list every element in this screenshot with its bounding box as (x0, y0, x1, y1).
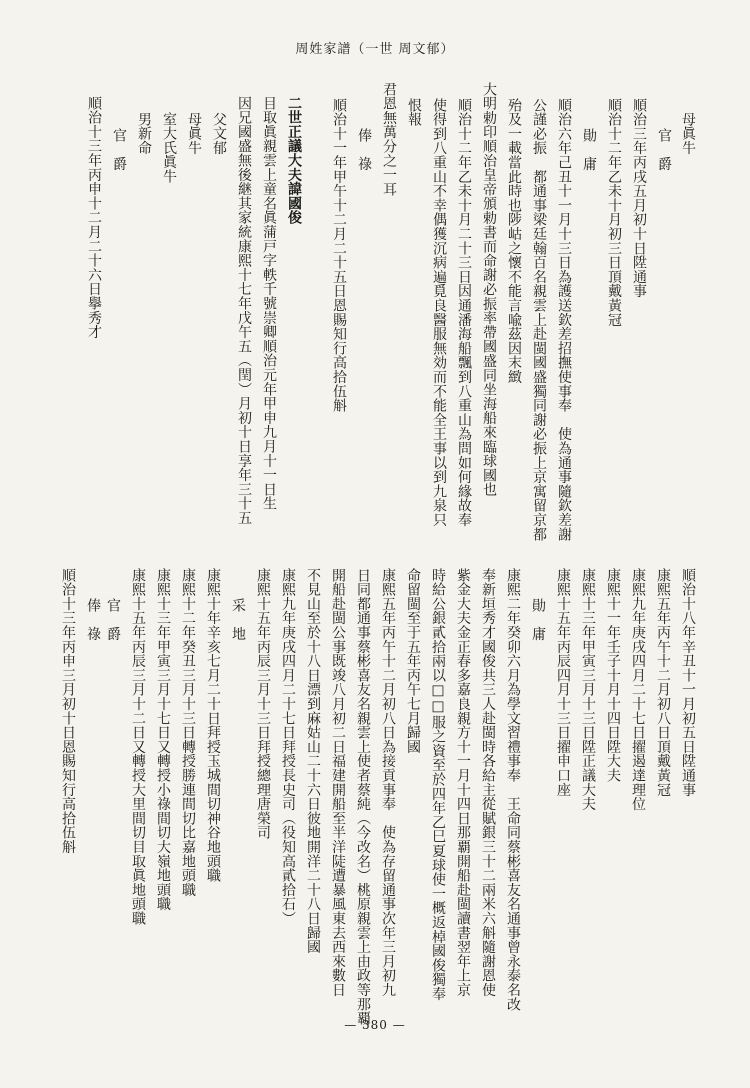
section-heading: 俸 祿 (356, 128, 372, 171)
text-column: 命留閩至于五年丙午七月歸國 (405, 568, 421, 754)
text-column: 順治十三年丙申三月初十日恩賜知行高拾伍斛 (60, 568, 76, 854)
text-column: 康熙十二年癸丑三月十三日轉授勝連間切比嘉地頭職 (180, 568, 196, 897)
text-column: 康熙十三年甲寅三月十三日陞正議大夫 (580, 568, 596, 812)
text-column: 康熙五年丙午十二月初八日頂戴黃冠 (655, 568, 671, 797)
text-column: 順治十一年甲午十二月二十五日恩賜知行高拾伍斛 (331, 98, 347, 413)
text-column: 目取眞親雲上童名眞蒲戸字軼千號崇卿順治元年甲申九月十一日生 (261, 96, 277, 511)
generation-heading: 二世正議大夫諱國俊 (286, 96, 302, 225)
text-column: 母眞牛 (186, 112, 202, 155)
text-column: 恨報 (406, 98, 422, 127)
section-heading: 官 爵 (111, 128, 127, 171)
text-column: 康熙二年癸卯六月為學文習禮事奉 王命同蔡彬喜友名通事曾永泰名改 (505, 568, 521, 1012)
text-column: 日同都通事蔡彬喜友名親雲上使者蔡純（今改名）桃原親雲上由政等那覇 (355, 568, 371, 1026)
text-column: 時給公銀貳拾兩以□□服之資至於四年乙巳夏球使一概返棹國俊獨奉 (430, 568, 446, 1001)
text-column: 公謹必振 都通事梁廷翰百名親雲上赴閩國盛獨同謝必振上京寓留京都 (531, 98, 547, 542)
section-heading: 勛 庸 (530, 598, 546, 641)
text-column: 康熙十五年丙辰三月十二日又轉授大里間切目取眞地頭職 (130, 568, 146, 926)
text-column: 順治十八年辛丑十一月初五日陞通事 (680, 568, 696, 797)
text-column: 不見山至於十八日漂到麻姑山二十六日彼地開洋二十八日歸國 (305, 568, 321, 955)
text-column: 使得到八重山不幸偶獲沉病遍覓良醫服無効而不能全王事以到九泉只 (431, 98, 447, 527)
section-heading: 勛 庸 (581, 128, 597, 171)
page-number: — 380 — (344, 1018, 406, 1032)
text-column: 康熙五年丙午十二月初八日為接貢事奉 使為存留通事次年三月初九 (380, 568, 396, 997)
text-column: 因兄國盛無後継其家統康熙十七年戊午五（閏）月初十日享年三十五 (236, 96, 252, 525)
section-heading: 官 爵 (105, 598, 121, 641)
text-column: 室大氏眞牛 (161, 112, 177, 184)
page-header: 周姓家譜（一世 周文郁） (295, 42, 455, 57)
text-column: 殆及一載當此時也陟岵之懷不能言喩茲因末緻 (506, 98, 522, 384)
text-column: 奉新垣秀才國俊共三人赴閩時各給主從賦銀三十二兩米六斛隨謝恩使 (480, 568, 496, 997)
text-column: 順治十二年乙未十月二十三日因通潘海船飄到八重山為問如何緣故奉 (456, 98, 472, 527)
section-heading: 采 地 (230, 598, 246, 641)
text-column: 男新命 (136, 112, 152, 155)
text-column: 順治三年丙戌五月初十日陞通事 (631, 98, 647, 299)
text-column: 康熙九年庚戌四月二十七日拜授長史司（役知高貳拾石） (280, 568, 296, 926)
text-column: 順治十二年乙未十月初三日頂戴黃冠 (606, 98, 622, 327)
text-column: 順治十三年丙申十二月二十六日擧秀才 (86, 96, 102, 340)
text-column: 大明勅印順治皇帝頒勅書而命謝必振率帶國盛同坐海船來臨球國也 (481, 82, 497, 497)
text-column: 康熙十年辛亥七月二十日拜授玉城間切神谷地頭職 (205, 568, 221, 883)
text-column: 康熙十三年甲寅三月十七日又轉授小祿間切大嶺地頭職 (155, 568, 171, 912)
text-column: 康熙十五年丙辰四月十三日擢申口座 (555, 568, 571, 797)
text-column: 康熙九年庚戌四月二十七日擢遏達理位 (630, 568, 646, 812)
text-column: 康熙十五年丙辰三月十三日拜授總理唐榮司 (255, 568, 271, 840)
section-heading: 俸 祿 (85, 598, 101, 641)
text-column: 母眞牛 (680, 112, 696, 155)
text-column: 父文郁 (211, 112, 227, 155)
text-column: 康熙十一年壬子十月十四日陞大夫 (605, 568, 621, 783)
text-column: 開船赴閩公事既竣八月初二日福建開船至半洋陡遭暴風東去西來數日 (330, 568, 346, 997)
text-column: 君恩無萬分之一耳 (381, 82, 397, 197)
text-column: 紫金大夫金正春多嘉良親方十一月十四日那覇開船赴閩讀書翌年上京 (455, 568, 471, 997)
section-heading: 官 爵 (656, 128, 672, 171)
text-column: 順治六年己丑十一月十三日為護送欽差招撫使事奉 使為通事隨欽差謝 (556, 98, 572, 542)
